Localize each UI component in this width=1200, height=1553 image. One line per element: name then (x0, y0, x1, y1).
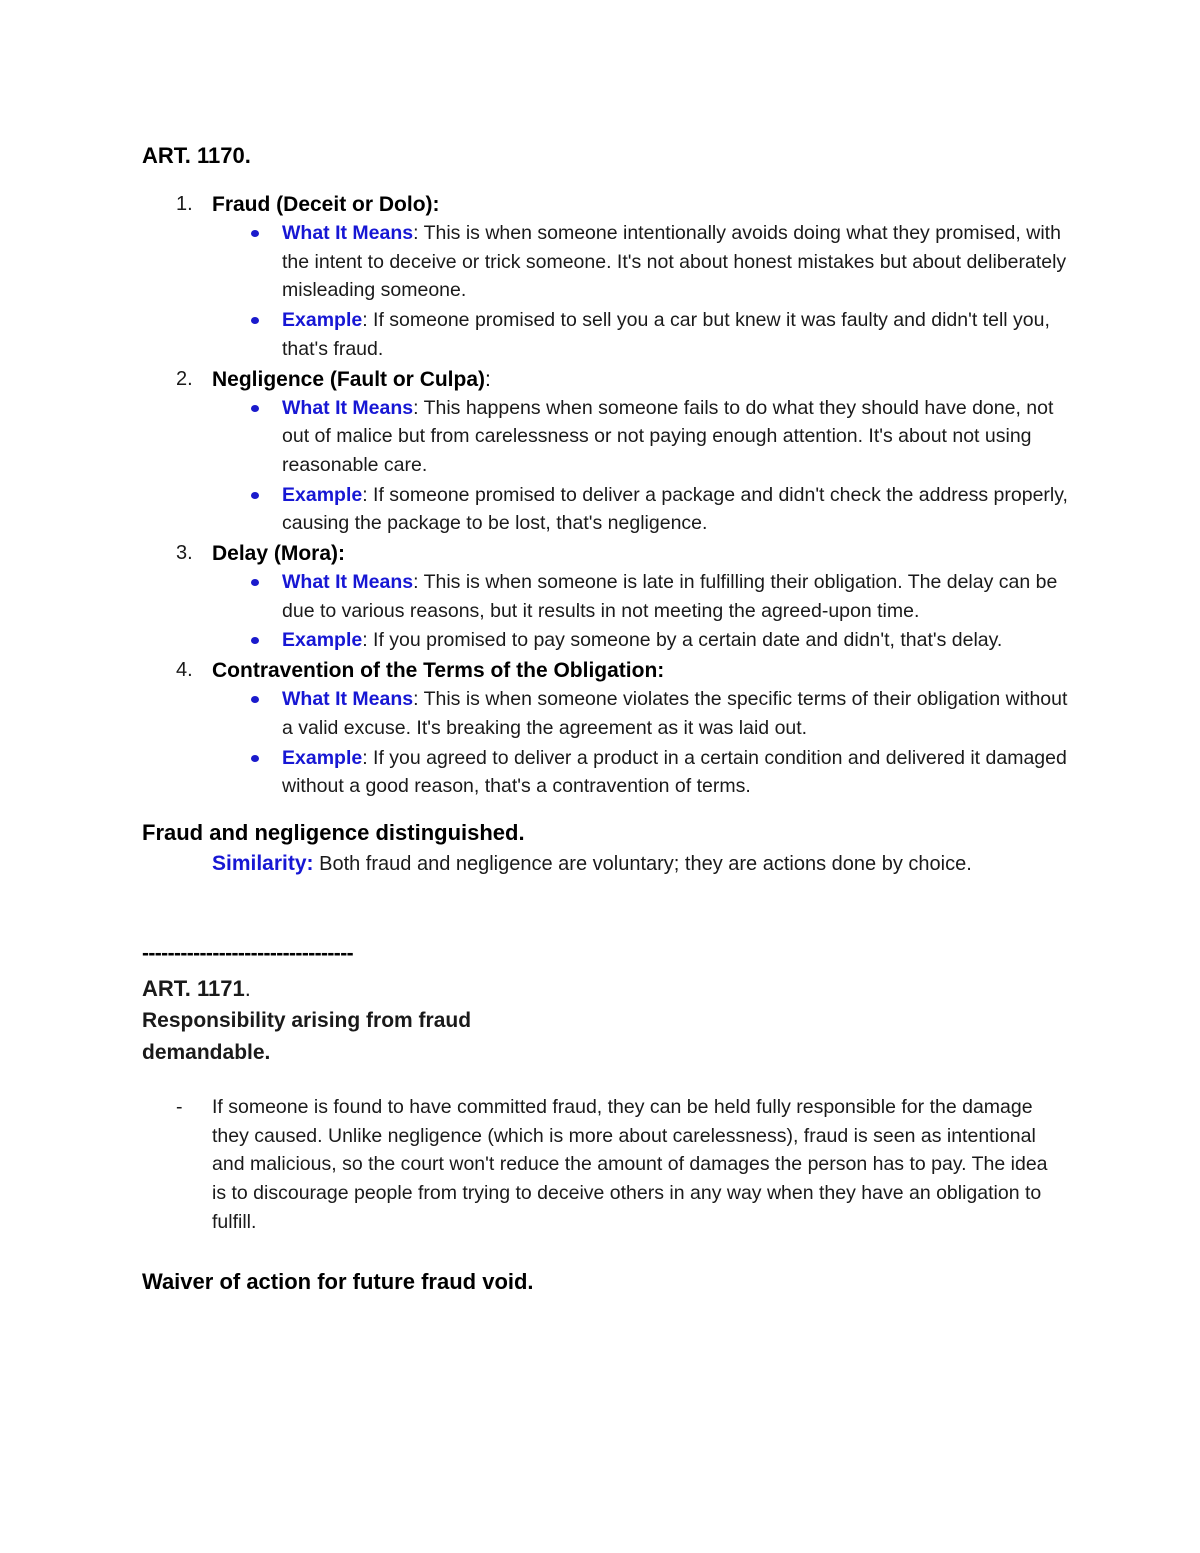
list-item-negligence (142, 365, 1072, 539)
article-1171-title-dot: . (244, 975, 251, 1001)
similarity-label: Similarity: (212, 851, 314, 875)
sub-item-meaning (212, 394, 1072, 480)
sub-list-fraud (212, 219, 1072, 364)
sub-item-example (212, 626, 1072, 655)
fraud-negligence-distinguished-title: Fraud and negligence distinguished. (142, 819, 525, 845)
sub-item-example (212, 481, 1072, 538)
example-label: Example (282, 629, 363, 652)
sub-item-text: : If someone promised to sell you a car but knew it was faulty and didn't tell you, that's fraud. (282, 309, 1050, 360)
similarity-text: Both fraud and negligence are voluntary; they are actions done by choice. (313, 852, 972, 875)
fraud-responsibility-paragraph: If someone is found to have committed fraud, they can be held fully responsible for the damage they caused. Unlike negligence (which is more about carelessness), fraud is seen as intentional and malicious, so the court won't reduce the amount of damages the person has to pay. The idea is to discourage people from trying to deceive others in any way when they have an obligation to fulfill. (212, 1095, 1048, 1233)
sub-item-text: : This happens when someone fails to do what they should have done, not out of malice but from carelessness or not paying enough attention. It's about not using reasonable care. (282, 396, 1054, 476)
list-item-fraud (142, 190, 1072, 364)
article-1171-list (142, 1093, 1072, 1237)
item-title-contravention: Contravention of the Terms of the Obligation: (212, 659, 665, 683)
what-it-means-label: What It Means (282, 571, 414, 594)
bullet-icon (251, 579, 259, 586)
item-title-text: Negligence (Fault or Culpa) (212, 367, 486, 391)
article-1171-title (142, 973, 1072, 1005)
bullet-icon (251, 405, 259, 412)
sub-item-meaning (212, 685, 1072, 742)
dash-marker: - (176, 1095, 183, 1118)
item-number: 4. (176, 659, 193, 682)
item-title-negligence (212, 365, 1072, 394)
bullet-icon (251, 637, 259, 644)
section-divider: --------------------------------- (142, 941, 353, 965)
sub-list-negligence (212, 394, 1072, 539)
sub-item-example (212, 744, 1072, 801)
bullet-icon (251, 492, 259, 499)
sub-item-example (212, 306, 1072, 363)
sub-item-text: : This is when someone violates the specific terms of their obligation without a valid excuse. It's breaking the agreement as it was laid out. (282, 688, 1068, 739)
sub-list-contravention (212, 685, 1072, 801)
example-label: Example (282, 309, 363, 332)
example-label: Example (282, 746, 363, 769)
list-item-contravention (142, 656, 1072, 801)
article-1170-title: ART. 1170. (142, 143, 251, 168)
sub-item-text: : This is when someone is late in fulfilling their obligation. The delay can be due to various reasons, but it results in not meeting the agreed-upon time. (282, 571, 1058, 622)
bullet-icon (251, 755, 259, 762)
bullet-icon (251, 230, 259, 237)
what-it-means-label: What It Means (282, 222, 414, 244)
example-label: Example (282, 483, 363, 506)
item-number: 3. (176, 542, 193, 565)
sub-item-text: : If someone promised to deliver a package and didn't check the address properly, causing the package to be lost, that's negligence. (282, 483, 1068, 535)
responsibility-title: Responsibility arising from fraud demandable. (142, 1008, 472, 1064)
item-number: 1. (176, 193, 193, 215)
item-number: 2. (176, 367, 193, 390)
item-title-fraud: Fraud (Deceit or Dolo): (212, 193, 440, 216)
article-1170-list (142, 190, 1072, 801)
sub-item-text: : If you promised to pay someone by a certain date and didn't, that's delay. (362, 629, 1003, 652)
sub-item-meaning (212, 568, 1072, 625)
similarity-row (142, 849, 1072, 879)
list-item (142, 1093, 1062, 1237)
bullet-icon (251, 317, 259, 324)
item-title-delay: Delay (Mora): (212, 542, 346, 566)
article-1171-title-text: ART. 1171 (142, 975, 245, 1001)
waiver-title: Waiver of action for future fraud void. (142, 1269, 534, 1295)
sub-item-text: : This is when someone intentionally avoids doing what they promised, with the intent to deceive or trick someone. It's not about honest mistakes but about deliberately misleading someone. (282, 222, 1067, 302)
what-it-means-label: What It Means (282, 396, 414, 419)
bullet-icon (251, 696, 259, 703)
item-title-colon: : (485, 367, 491, 391)
sub-item-text: : If you agreed to deliver a product in a certain condition and delivered it damaged without a good reason, that's a contravention of terms. (282, 746, 1067, 798)
what-it-means-label: What It Means (282, 688, 414, 711)
document-page (142, 140, 1072, 1298)
list-item-delay (142, 539, 1072, 655)
sub-list-delay (212, 568, 1072, 655)
sub-item-meaning (212, 219, 1072, 305)
